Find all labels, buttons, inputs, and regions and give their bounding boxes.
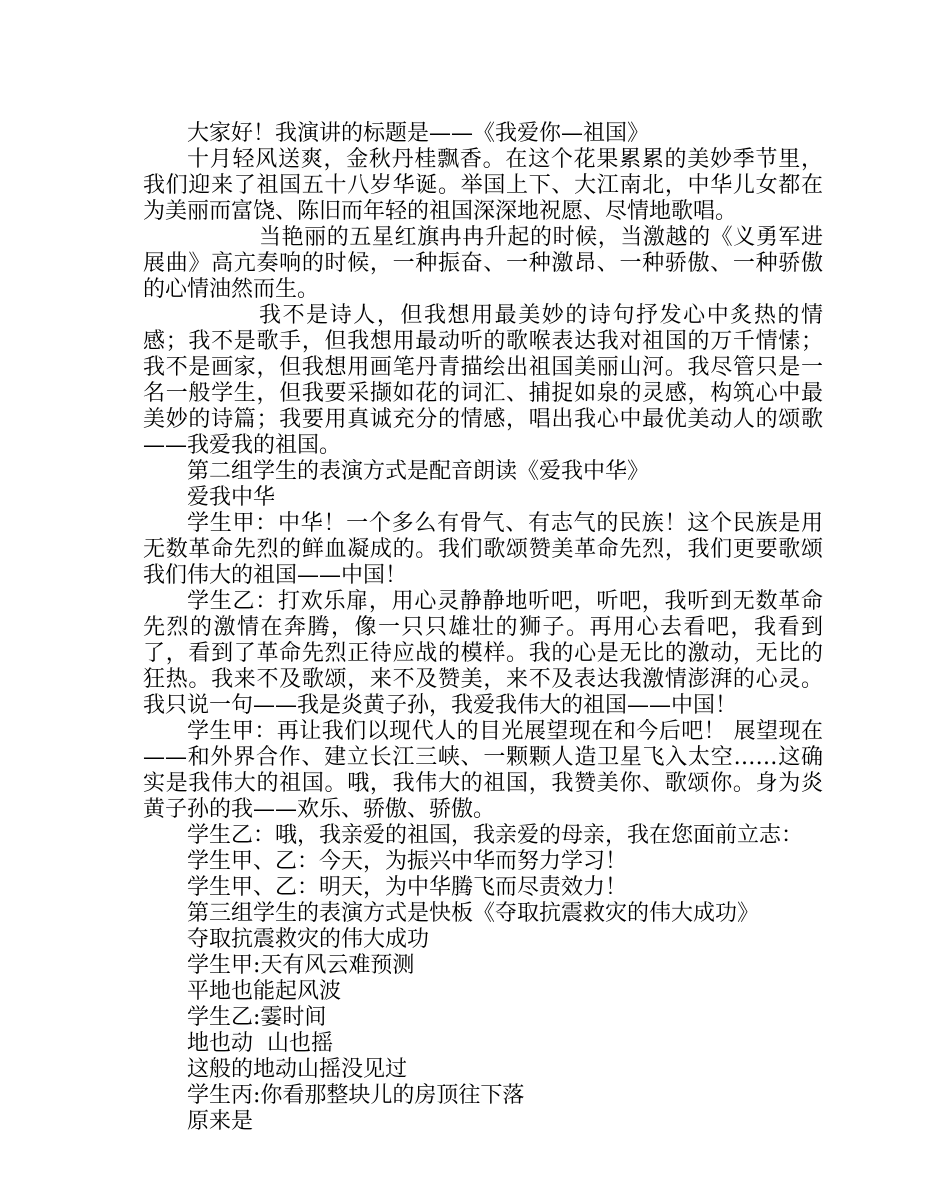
paragraph-student-a-1: 学生甲：中华！一个多么有骨气、有志气的民族！这个民族是用无数革命先烈的鲜血凝成的。我们歌颂赞美革命先烈，我们更要歌颂我们伟大的祖国——中国！	[143, 511, 823, 588]
paragraph-student-b-2: 学生乙：哦，我亲爱的祖国，我亲爱的母亲，我在您面前立志：	[187, 823, 804, 848]
paragraph-greeting: 大家好！我演讲的标题是——《我爱你—祖国》	[187, 121, 650, 146]
paragraph-kuaiban-line-4: 地也动 山也摇	[187, 1031, 333, 1056]
paragraph-student-a-2: 学生甲：再让我们以现代人的目光展望现在和今后吧！ 展望现在——和外界合作、建立长江三峡、一颗颗人造卫星飞入太空……这确实是我伟大的祖国。哦，我伟大的祖国，我赞美你、歌颂你。身为炎黄子孙的我——欢乐、骄傲、骄傲。	[143, 719, 823, 822]
paragraph-kuaiban-line-6: 学生丙:你看那整块儿的房顶往下落	[187, 1083, 525, 1108]
paragraph-october: 十月轻风送爽，金秋丹桂飘香。在这个花果累累的美妙季节里，我们迎来了祖国五十八岁华诞。举国上下、大江南北，中华儿女都在为美丽而富饶、陈旧而年轻的祖国深深地祝愿、尽情地歌唱。	[143, 147, 823, 224]
paragraph-kuaiban-line-2: 平地也能起风波	[187, 979, 342, 1004]
paragraph-love-china-title: 爱我中华	[187, 485, 276, 510]
paragraph-kuaiban-line-3: 学生乙:霎时间	[187, 1005, 327, 1030]
paragraph-poet: 我不是诗人，但我想用最美妙的诗句抒发心中炙热的情感；我不是歌手，但我想用最动听的歌喉表达我对祖国的万千情愫；我不是画家，但我想用画笔丹青描绘出祖国美丽山河。我尽管只是一名一般学生，但我要采撷如花的词汇、捕捉如泉的灵感，构筑心中最美妙的诗篇；我要用真诚充分的情感，唱出我心中最优美动人的颂歌——我爱我的祖国。	[143, 303, 823, 458]
paragraph-group2-intro: 第二组学生的表演方式是配音朗读《爱我中华》	[187, 459, 650, 484]
paragraph-group3-intro: 第三组学生的表演方式是快板《夺取抗震救灾的伟大成功》	[187, 901, 760, 926]
paragraph-kuaiban-line-1: 学生甲:天有风云难预测	[187, 953, 415, 978]
paragraph-kuaiban-line-7: 原来是	[187, 1109, 254, 1134]
paragraph-kuaiban-title: 夺取抗震救灾的伟大成功	[187, 927, 430, 952]
paragraph-flag: 当艳丽的五星红旗冉冉升起的时候，当激越的《义勇军进展曲》高亢奏响的时候，一种振奋、一种激昂、一种骄傲、一种骄傲的心情油然而生。	[143, 225, 823, 302]
paragraph-student-b-1: 学生乙：打欢乐扉，用心灵静静地听吧，听吧，我听到无数革命先烈的激情在奔腾，像一只只雄壮的狮子。再用心去看吧，我看到了，看到了革命先烈正待应战的模样。我的心是无比的激动，无比的狂热。我来不及歌颂，来不及赞美，来不及表达我激情澎湃的心灵。我只说一句——我是炎黄子孙，我爱我伟大的祖国——中国！	[143, 589, 823, 718]
paragraph-students-today: 学生甲、乙：今天，为振兴中华而努力学习！	[187, 849, 628, 874]
paragraph-kuaiban-line-5: 这般的地动山摇没见过	[187, 1057, 408, 1082]
paragraph-students-tomorrow: 学生甲、乙：明天，为中华腾飞而尽责效力！	[187, 875, 628, 900]
